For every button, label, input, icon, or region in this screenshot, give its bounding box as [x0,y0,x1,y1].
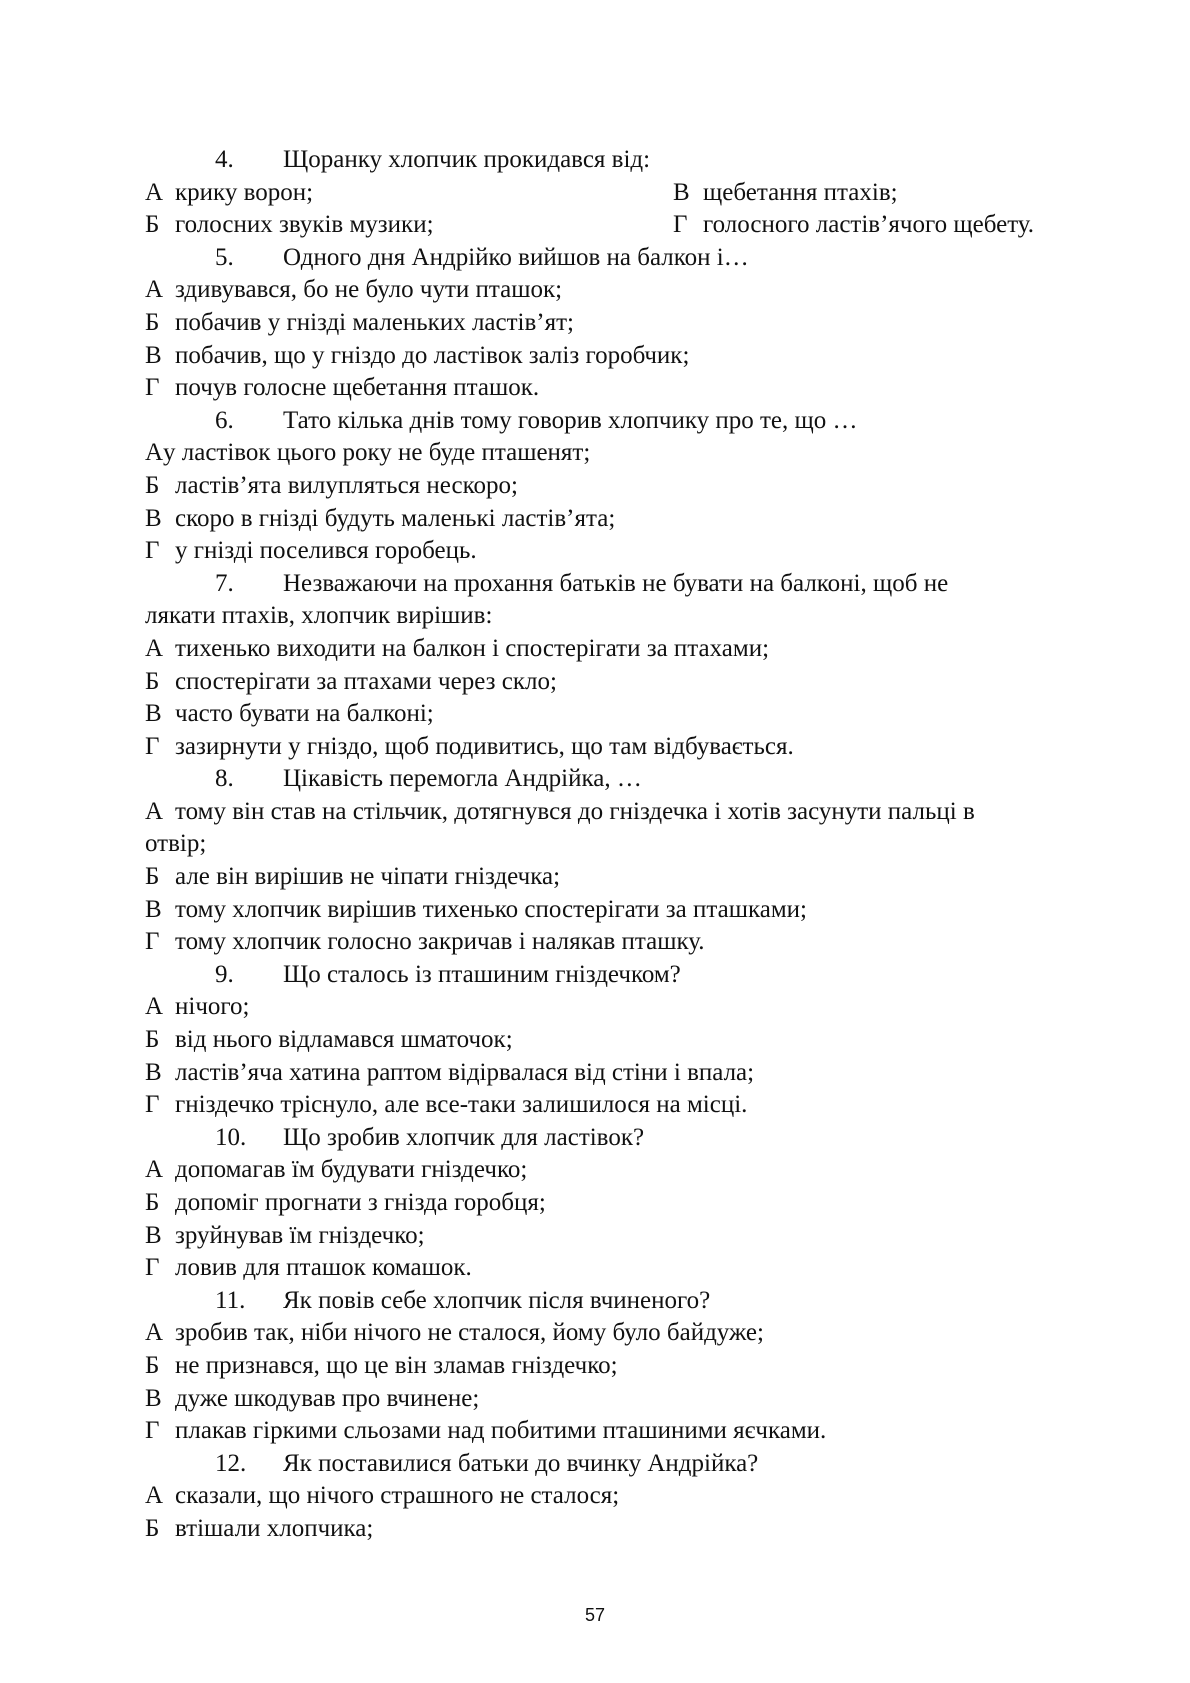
answer-option: Г гніздечко тріснуло, але все-таки залишилося на місці. [145,1091,748,1119]
question-number: 7. [215,569,234,597]
question-11 [145,1285,1095,1448]
answer-option: В часто бувати на балконі; [145,700,434,728]
answer-option: Г голосного ластів’ячого щебету. [673,211,1035,239]
page-number: 57 [584,1605,606,1625]
question-header [145,144,1095,177]
question-text: Тато кілька днів тому говорив хлопчику про те, що … [283,406,858,434]
answer-option: А здивувався, бо не було чути пташок; [145,276,563,304]
document-body [145,144,1095,1546]
question-header [145,763,1095,796]
answer-option: В скоро в гнізді будуть маленькі ластів’ята; [145,504,616,532]
answer-option: Г зазирнути у гніздо, щоб подивитись, що там відбувається. [145,732,794,760]
answer-option: А крику ворон; [145,178,314,206]
answer-option: Б побачив у гнізді маленьких ластів’ят; [145,308,574,336]
answer-option: Г тому хлопчик голосно закричав і налякав пташку. [145,928,705,956]
answer-option: Г плакав гіркими сльозами над побитими пташиними яєчками. [145,1417,827,1445]
question-7 [145,568,1095,764]
question-header [145,568,1095,601]
answer-option: Г почув голосне щебетання пташок. [145,374,540,402]
answer-option: А тихенько виходити на балкон і спостерігати за птахами; [145,634,770,662]
question-number: 6. [215,406,234,434]
answer-option: А сказали, що нічого страшного не сталося; [145,1482,620,1510]
answer-option: А допомагав їм будувати гніздечко; [145,1156,528,1184]
question-text: Як повів себе хлопчик після вчиненого? [283,1286,711,1314]
answer-option: А тому він став на стільчик, дотягнувся до гніздечка і хотів засунути пальці в [145,797,975,825]
question-text: Щоранку хлопчик прокидався від: [283,146,651,173]
answer-option: Б спостерігати за птахами через скло; [145,667,557,695]
question-text: Що зробив хлопчик для ластівок? [283,1123,645,1151]
answer-option: В тому хлопчик вирішив тихенько спостерігати за пташками; [145,895,807,923]
question-header [145,1285,1095,1318]
answer-option: Б але він вирішив не чіпати гніздечка; [145,863,561,891]
answer-option: В щебетання птахів; [673,178,898,206]
question-header [145,242,1095,275]
question-number: 5. [215,243,234,271]
question-12 [145,1448,1095,1546]
answer-option: Б допоміг прогнати з гнізда горобця; [145,1189,546,1216]
question-header [145,1122,1095,1155]
answer-option: Г у гнізді поселився горобець. [145,537,477,565]
question-text-continuation: лякати птахів, хлопчик вирішив: [145,602,493,630]
question-6 [145,405,1095,568]
question-number: 11. [215,1286,246,1314]
question-number: 8. [215,765,234,793]
answer-option: В побачив, що у гніздо до ластівок заліз горобчик; [145,341,690,369]
answer-option: Б не признався, що це він зламав гніздечко; [145,1351,618,1379]
question-text: Що сталось із пташиним гніздечком? [283,960,681,988]
answer-option: Б ластів’ята вилупляться нескоро; [145,471,518,499]
answer-option: В зруйнував їм гніздечко; [145,1221,425,1249]
question-number: 9. [215,960,234,988]
question-text: Незважаючи на прохання батьків не бувати на балконі, щоб не [283,569,949,597]
answer-option: А зробив так, ніби нічого не сталося, йому було байдуже; [145,1319,764,1347]
answer-option-continuation: отвір; [145,830,207,858]
answer-option: Г ловив для пташок комашок. [145,1254,472,1282]
question-number: 10. [215,1123,247,1151]
answer-option: Б втішали хлопчика; [145,1514,374,1542]
question-text: Як поставилися батьки до вчинку Андрійка? [283,1449,759,1477]
question-header [145,1448,1095,1481]
answer-option: Б від нього відламався шматочок; [145,1026,513,1054]
answer-option: В ластів’яча хатина раптом відірвалася від стіни і впала; [145,1058,755,1086]
question-number: 4. [215,146,234,173]
answer-option: Ау ластівок цього року не буде пташенят; [145,439,591,467]
question-number: 12. [215,1449,247,1477]
answer-option: Б голосних звуків музики; [145,211,434,239]
answer-option: В дуже шкодував про вчинене; [145,1384,480,1412]
answer-option: А нічого; [145,993,250,1021]
options-row [145,209,1095,242]
question-10 [145,1122,1095,1285]
question-8 [145,763,1095,959]
question-text: Цікавість перемогла Андрійка, … [283,765,642,793]
question-header [145,405,1095,438]
question-5 [145,242,1095,405]
options-row [145,177,1095,210]
question-text: Одного дня Андрійко вийшов на балкон і… [283,243,749,271]
question-header [145,959,1095,992]
question-9 [145,959,1095,1122]
question-4 [145,144,1095,242]
